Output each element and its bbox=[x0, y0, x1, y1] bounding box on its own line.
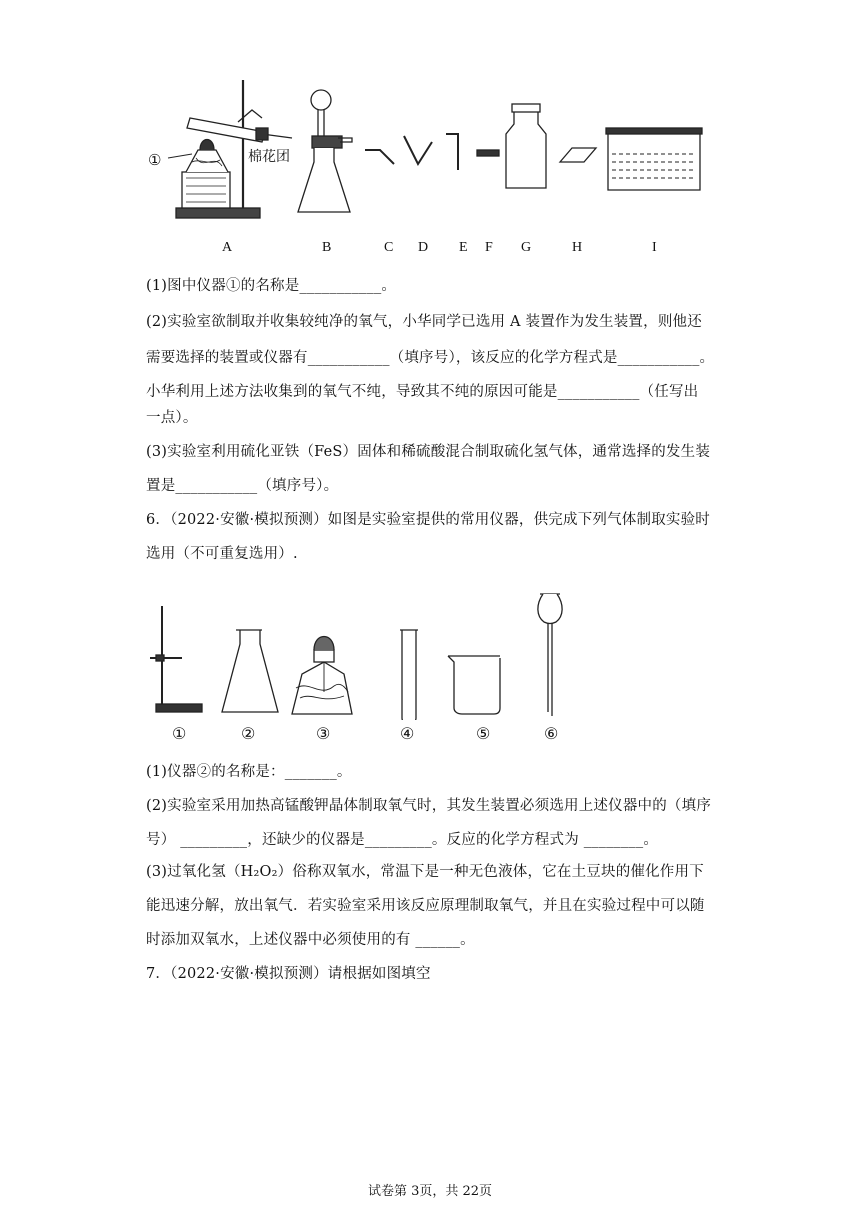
page-footer: 试卷第 3页，共 22页 bbox=[367, 1184, 493, 1199]
label-H: H bbox=[572, 240, 583, 255]
fig2-label-6: ⑥ bbox=[544, 726, 559, 743]
q6-sub-5: 能迅速分解，放出氧气．若实验室采用该反应原理制取氧气，并且在实验过程中可以随 bbox=[146, 898, 705, 914]
q6-sub-3: 号） _________，还缺少的仪器是_________。反应的化学方程式为 ________。 bbox=[146, 832, 659, 848]
q6-line-2: 选用（不可重复选用）. bbox=[146, 546, 298, 562]
fig2-label-1: ① bbox=[172, 726, 187, 743]
label-E: E bbox=[459, 240, 468, 255]
label-G: G bbox=[521, 240, 532, 255]
apparatus-figure-2 bbox=[0, 580, 860, 720]
label-D: D bbox=[418, 240, 429, 255]
q5-line-7: 置是___________（填序号）。 bbox=[146, 478, 339, 494]
apparatus-figure-1 bbox=[0, 70, 860, 260]
q6-sub-6: 时添加双氧水，上述仪器中必须使用的有 ______。 bbox=[146, 932, 475, 948]
q5-line-1: (1)图中仪器①的名称是___________。 bbox=[146, 278, 397, 294]
fig2-label-4: ④ bbox=[400, 726, 415, 743]
q6-line-1: 6．（2022·安徽·模拟预测）如图是实验室提供的常用仪器，供完成下列气体制取实验时 bbox=[146, 512, 710, 528]
q6-sub-1: (1)仪器②的名称是：_______。 bbox=[146, 764, 352, 780]
fig2-label-5: ⑤ bbox=[476, 726, 491, 743]
label-I: I bbox=[652, 240, 657, 255]
cotton-label: 棉花团 bbox=[248, 149, 290, 165]
label-F: F bbox=[485, 240, 493, 255]
q5-line-4: 小华利用上述方法收集到的氧气不纯，导致其不纯的原因可能是___________（任写出 bbox=[146, 384, 699, 400]
q5-line-5: 一点）。 bbox=[146, 410, 198, 426]
q6-sub-2: (2)实验室采用加热高锰酸钾晶体制取氧气时，其发生装置必须选用上述仪器中的（填序 bbox=[146, 798, 712, 814]
q5-line-6: (3)实验室利用硫化亚铁（FeS）固体和稀硫酸混合制取硫化氢气体，通常选择的发生装 bbox=[146, 444, 711, 460]
q6-sub-4: (3)过氧化氢（H₂O₂）俗称双氧水，常温下是一种无色液体，它在土豆块的催化作用下 bbox=[146, 864, 704, 880]
circled-label-1: ① bbox=[148, 153, 162, 169]
q7-line-1: 7．（2022·安徽·模拟预测）请根据如图填空 bbox=[146, 966, 431, 982]
label-B: B bbox=[322, 240, 332, 255]
label-A: A bbox=[222, 240, 233, 255]
q5-line-3: 需要选择的装置或仪器有___________（填序号），该反应的化学方程式是___________。 bbox=[146, 350, 715, 366]
fig2-label-2: ② bbox=[241, 726, 256, 743]
q5-line-2: (2)实验室欲制取并收集较纯净的氧气，小华同学已选用 A 装置作为发生装置，则他还 bbox=[146, 314, 702, 330]
label-C: C bbox=[384, 240, 394, 255]
fig2-label-3: ③ bbox=[316, 726, 331, 743]
